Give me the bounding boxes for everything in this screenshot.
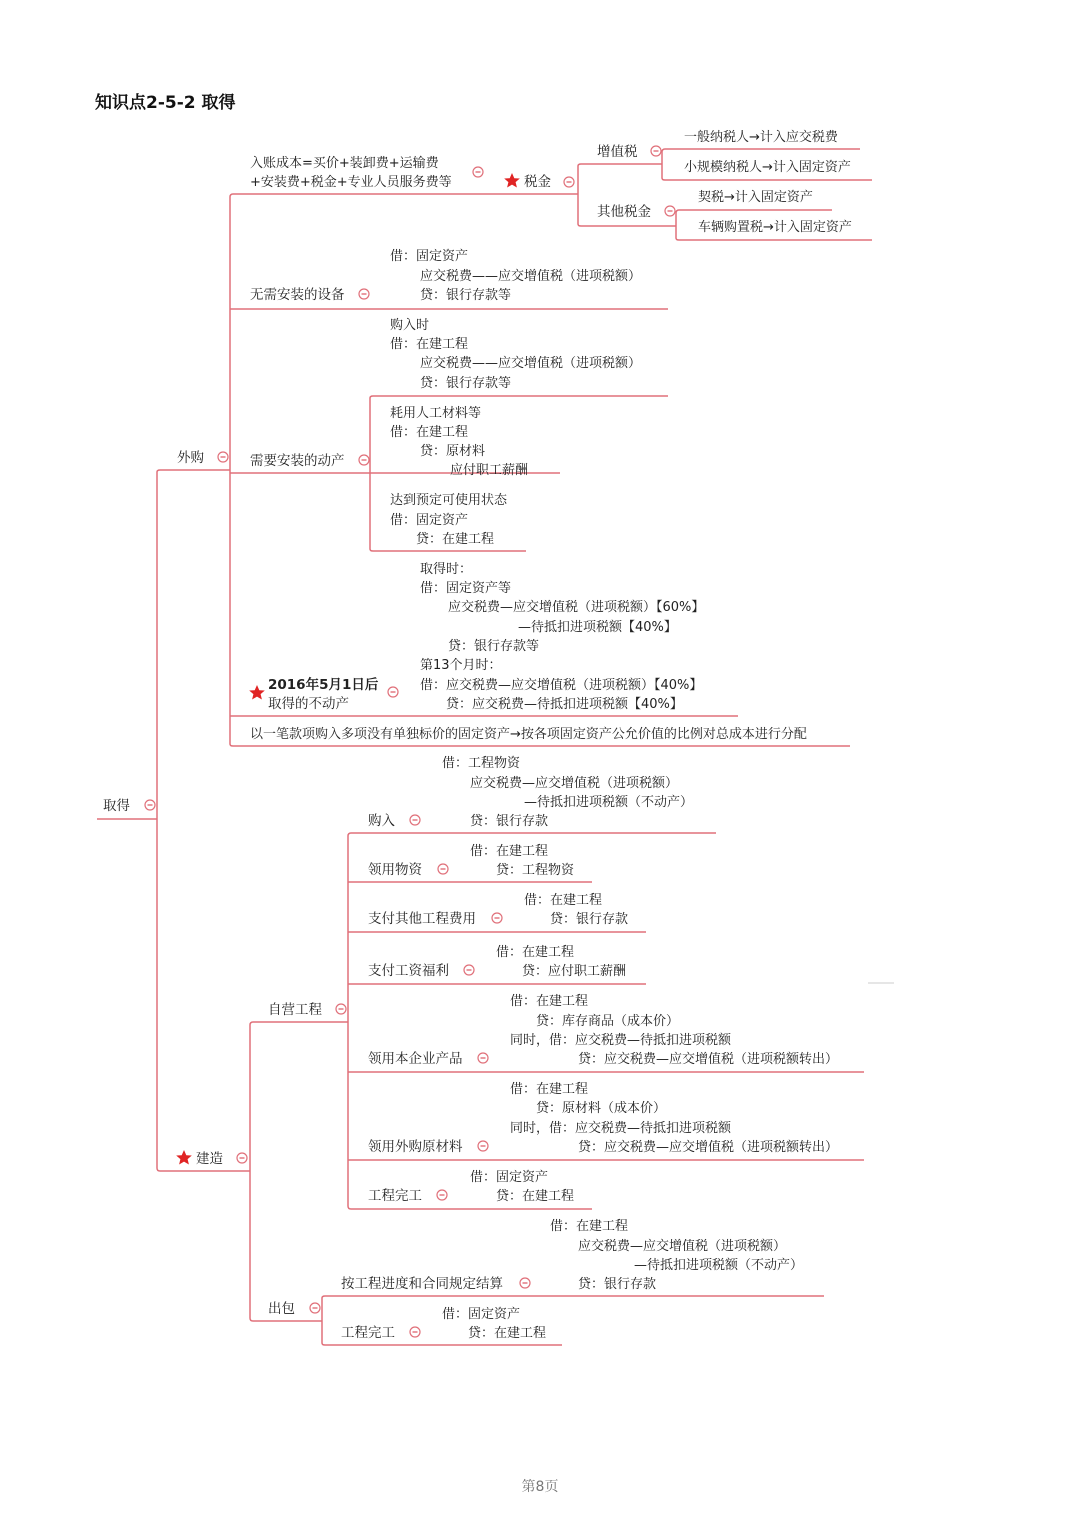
collapse-toggle-icon[interactable] [520, 1278, 530, 1288]
goumai-entry: 购入时 [390, 318, 430, 333]
branch-line [157, 819, 250, 1171]
collapse-toggle-icon[interactable] [336, 1004, 346, 1014]
root-label: 取得 [103, 798, 130, 814]
chubao-wangong-label: 工程完工 [341, 1325, 395, 1341]
cheliang-label: 车辆购置税→计入固定资产 [698, 220, 852, 235]
collapse-toggle-icon[interactable] [437, 1190, 447, 1200]
wangong-entry: 贷：在建工程 [496, 1189, 575, 1204]
budongchan-entry: 第13个月时： [420, 658, 502, 673]
collapse-toggle-icon[interactable] [438, 864, 448, 874]
branch-line [250, 1171, 322, 1321]
budongchan-entry: 取得时： [420, 562, 473, 577]
dadao-entry: 达到预定可使用状态 [390, 493, 508, 508]
collapse-toggle-icon[interactable] [359, 289, 369, 299]
budongchan-entry: 应交税费—应交增值税（进项税额）【60%】 [448, 600, 705, 615]
branch-line [578, 164, 662, 194]
ruzhang-line: 入账成本=买价+装卸费+运输费 [250, 156, 439, 171]
branch-line [322, 1296, 824, 1321]
collapse-toggle-icon[interactable] [473, 167, 483, 177]
budongchan-label: 2016年5月1日后 [268, 677, 379, 693]
gouru-entry: 应交税费—应交增值税（进项税额） [470, 776, 679, 791]
zengzhishui-label: 增值税 [597, 144, 638, 160]
zhifuqita-label: 支付其他工程费用 [368, 911, 476, 927]
yiban-label: 一般纳税人→计入应交税费 [684, 130, 838, 145]
collapse-toggle-icon[interactable] [564, 177, 574, 187]
wangong-label: 工程完工 [368, 1188, 422, 1204]
yibi-label: 以一笔款项购入多项没有单独标价的固定资产→按各项固定资产公允价值的比例对总成本进行分配 [250, 727, 807, 742]
gouru-entry: —待抵扣进项税额（不动产） [524, 795, 694, 810]
gongzi-label: 支付工资福利 [368, 963, 449, 979]
dadao-entry: 借：固定资产 [390, 513, 469, 528]
haoyong-entry: 应付职工薪酬 [450, 463, 529, 478]
chubao-wangong-entry: 贷：在建工程 [468, 1326, 547, 1341]
wuxu-entry: 应交税费——应交增值税（进项税额） [420, 269, 642, 284]
collapse-toggle-icon[interactable] [665, 206, 675, 216]
goumai-entry: 贷：银行存款等 [420, 376, 512, 391]
collapse-toggle-icon[interactable] [492, 913, 502, 923]
collapse-toggle-icon[interactable] [478, 1141, 488, 1151]
xiaoguimo-label: 小规模纳税人→计入固定资产 [684, 160, 851, 175]
gouru-entry: 借：工程物资 [442, 756, 521, 771]
budongchan-entry: —待抵扣进项税额【40%】 [518, 620, 677, 635]
dadao-entry: 贷：在建工程 [416, 532, 495, 547]
collapse-toggle-icon[interactable] [388, 687, 398, 697]
star-icon [249, 685, 265, 700]
jiesuan-label: 按工程进度和合同规定结算 [341, 1276, 503, 1292]
shuijin-label: 税金 [524, 174, 551, 190]
collapse-toggle-icon[interactable] [410, 815, 420, 825]
jiesuan-entry: —待抵扣进项税额（不动产） [634, 1258, 804, 1273]
jiesuan-entry: 贷：银行存款 [578, 1277, 657, 1292]
budongchan-entry: 贷：应交税费—待抵扣进项税额【40%】 [446, 697, 683, 712]
goumai-entry: 借：在建工程 [390, 337, 469, 352]
gongzi-entry: 借：在建工程 [496, 945, 575, 960]
collapse-toggle-icon[interactable] [310, 1303, 320, 1313]
star-icon [504, 173, 520, 188]
jiesuan-entry: 借：在建工程 [550, 1219, 629, 1234]
collapse-toggle-icon[interactable] [464, 965, 474, 975]
star-icon [176, 1150, 192, 1165]
page-number: 第8页 [521, 1479, 559, 1495]
waigou-yc-entry: 同时，借：应交税费—待抵扣进项税额 [510, 1121, 732, 1136]
waigou-yc-entry: 借：在建工程 [510, 1082, 589, 1097]
waigou-label: 外购 [177, 450, 204, 466]
benqiye-entry: 同时，借：应交税费—待抵扣进项税额 [510, 1033, 732, 1048]
chubao-label: 出包 [268, 1301, 295, 1317]
qitashuijin-label: 其他税金 [597, 204, 651, 220]
jianzao-label: 建造 [196, 1151, 223, 1167]
wangong-entry: 借：固定资产 [470, 1170, 549, 1185]
benqiye-entry: 贷：库存商品（成本价） [536, 1014, 680, 1029]
haoyong-entry: 耗用人工材料等 [390, 406, 482, 421]
collapse-toggle-icon[interactable] [218, 452, 228, 462]
collapse-toggle-icon[interactable] [478, 1053, 488, 1063]
wuxu-entry: 贷：银行存款等 [420, 288, 512, 303]
budongchan-entry: 借：固定资产等 [420, 581, 512, 596]
haoyong-entry: 借：在建工程 [390, 425, 469, 440]
chubao-wangong-entry: 借：固定资产 [442, 1307, 521, 1322]
gongzi-entry: 贷：应付职工薪酬 [522, 964, 627, 979]
xuyao-label: 需要安装的动产 [250, 453, 345, 469]
qishui-label: 契税→计入固定资产 [698, 190, 813, 205]
collapse-toggle-icon[interactable] [237, 1153, 247, 1163]
lingyong-entry: 贷：工程物资 [496, 863, 575, 878]
gouru-entry: 贷：银行存款 [470, 814, 549, 829]
jiesuan-entry: 应交税费—应交增值税（进项税额） [578, 1239, 787, 1254]
collapse-toggle-icon[interactable] [145, 800, 155, 810]
haoyong-entry: 贷：原材料 [420, 444, 486, 459]
collapse-toggle-icon[interactable] [359, 455, 369, 465]
benqiye-entry: 贷：应交税费—应交增值税（进项税额转出） [578, 1052, 839, 1067]
ziying-label: 自营工程 [268, 1002, 322, 1018]
branch-line [157, 470, 230, 819]
zhifuqita-entry: 借：在建工程 [524, 893, 603, 908]
lingyong-entry: 借：在建工程 [470, 844, 549, 859]
waigou-yc-label: 领用外购原材料 [368, 1139, 463, 1155]
waigou-yc-entry: 贷：原材料（成本价） [536, 1101, 667, 1116]
collapse-toggle-icon[interactable] [651, 146, 661, 156]
ruzhang-line: +安装费+税金+专业人员服务费等 [250, 175, 452, 190]
budongchan-entry: 贷：银行存款等 [448, 639, 540, 654]
gouru-label: 购入 [368, 813, 395, 829]
page-title: 知识点2-5-2 取得 [95, 93, 236, 113]
lingyong-label: 领用物资 [368, 862, 422, 878]
goumai-entry: 应交税费——应交增值税（进项税额） [420, 356, 642, 371]
budongchan-entry: 借：应交税费—应交增值税（进项税额）【40%】 [420, 678, 703, 693]
zhifuqita-entry: 贷：银行存款 [550, 912, 629, 927]
waigou-yc-entry: 贷：应交税费—应交增值税（进项税额转出） [578, 1140, 839, 1155]
branch-line [250, 1022, 348, 1171]
collapse-toggle-icon[interactable] [410, 1327, 420, 1337]
wuxu-label: 无需安装的设备 [250, 287, 345, 303]
wuxu-entry: 借：固定资产 [390, 249, 469, 264]
benqiye-entry: 借：在建工程 [510, 994, 589, 1009]
budongchan-label: 取得的不动产 [268, 696, 349, 712]
benqiye-label: 领用本企业产品 [368, 1051, 463, 1067]
